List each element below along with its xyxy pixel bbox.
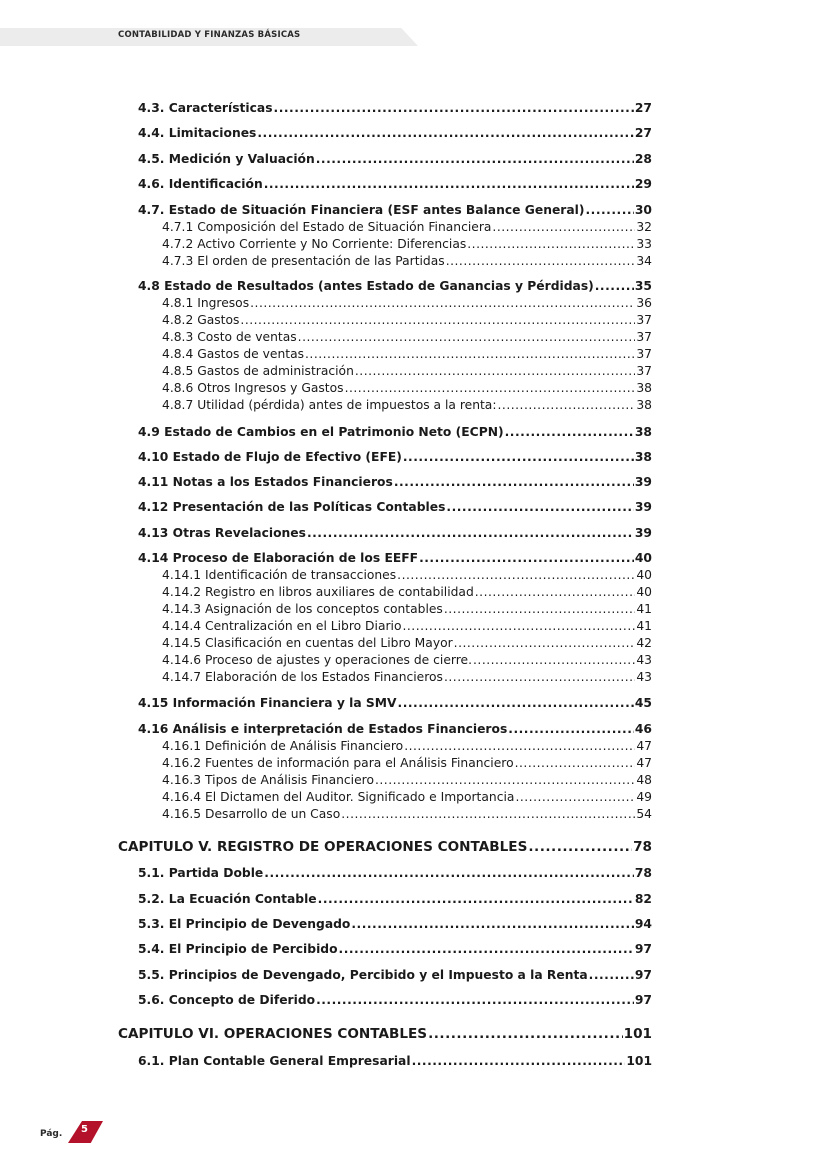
- toc-entry-title: 4.8.5 Gastos de administración: [162, 364, 354, 378]
- toc-entry-title: 4.6. Identificación: [138, 177, 263, 191]
- toc-leader-dots: [505, 425, 634, 439]
- toc-entry-title: 4.8.7 Utilidad (pérdida) antes de impuestos a la renta:: [162, 398, 497, 412]
- toc-leader-dots: [444, 602, 636, 616]
- toc-entry-title: 4.14.1 Identificación de transacciones: [162, 568, 397, 582]
- toc-entry-page: 37: [636, 313, 652, 327]
- toc-leader-dots: [339, 942, 634, 956]
- toc-entry-title: 5.2. La Ecuación Contable: [138, 892, 317, 906]
- toc-entry[interactable]: [162, 568, 652, 582]
- toc-entry-title: 4.14.4 Centralización en el Libro Diario: [162, 619, 402, 633]
- toc-entry-page: 28: [634, 152, 652, 166]
- toc-leader-dots: [454, 636, 636, 650]
- toc-entry-title: 5.5. Principios de Devengado, Percibido y el Impuesto a la Renta: [138, 968, 588, 982]
- toc-entry-page: 38: [634, 450, 652, 464]
- toc-entry-title: 5.6. Concepto de Diferido: [138, 993, 316, 1007]
- toc-entry-page: 49: [636, 790, 652, 804]
- toc-entry[interactable]: [138, 993, 652, 1007]
- toc-entry[interactable]: [138, 279, 652, 293]
- toc-leader-dots: [595, 279, 634, 293]
- toc-leader-dots: [467, 237, 635, 251]
- toc-entry-page: 54: [636, 807, 652, 821]
- toc-entry-page: 82: [634, 892, 652, 906]
- toc-entry[interactable]: [138, 968, 652, 982]
- toc-entry-page: 38: [634, 425, 652, 439]
- toc-entry-page: 47: [636, 756, 652, 770]
- toc-entry[interactable]: [162, 790, 652, 804]
- toc-entry[interactable]: [138, 696, 652, 710]
- toc-entry[interactable]: [162, 313, 652, 327]
- toc-leader-dots: [355, 364, 635, 378]
- toc-entry-page: 40: [636, 585, 652, 599]
- toc-entry-page: 41: [636, 602, 652, 616]
- toc-entry[interactable]: [162, 653, 652, 667]
- toc-entry[interactable]: [162, 756, 652, 770]
- toc-leader-dots: [316, 152, 634, 166]
- toc-entry-page: 101: [626, 1054, 652, 1068]
- toc-entry[interactable]: [138, 450, 652, 464]
- toc-entry[interactable]: [138, 203, 652, 217]
- toc-leader-dots: [515, 756, 636, 770]
- toc-entry-page: 48: [636, 773, 652, 787]
- toc-entry[interactable]: [138, 551, 652, 565]
- toc-entry-title: 4.8.6 Otros Ingresos y Gastos: [162, 381, 344, 395]
- toc-entry-title: 4.8.1 Ingresos: [162, 296, 250, 310]
- running-header: CONTABILIDAD Y FINANZAS BÁSICAS: [118, 30, 301, 40]
- toc-entry[interactable]: [118, 839, 652, 855]
- toc-leader-dots: [305, 347, 635, 361]
- toc-entry-title: 4.4. Limitaciones: [138, 126, 257, 140]
- toc-entry-title: 4.16.3 Tipos de Análisis Financiero: [162, 773, 374, 787]
- toc-entry-title: 4.16 Análisis e interpretación de Estados Financieros: [138, 722, 508, 736]
- toc-entry[interactable]: [162, 739, 652, 753]
- toc-entry-page: 38: [636, 398, 652, 412]
- toc-entry[interactable]: [162, 670, 652, 684]
- toc-entry[interactable]: [162, 296, 652, 310]
- toc-leader-dots: [345, 381, 636, 395]
- toc-leader-dots: [341, 807, 635, 821]
- toc-entry-title: 5.3. El Principio de Devengado: [138, 917, 351, 931]
- toc-leader-dots: [316, 993, 634, 1007]
- toc-entry-title: 4.8.2 Gastos: [162, 313, 240, 327]
- toc-leader-dots: [318, 892, 634, 906]
- toc-entry-page: 40: [636, 568, 652, 582]
- toc-entry[interactable]: [138, 866, 652, 880]
- toc-leader-dots: [515, 790, 635, 804]
- toc-entry-title: CAPITULO VI. OPERACIONES CONTABLES: [118, 1026, 428, 1042]
- toc-entry[interactable]: [162, 237, 652, 251]
- toc-entry-page: 78: [634, 866, 652, 880]
- toc-entry[interactable]: [162, 636, 652, 650]
- toc-entry[interactable]: [162, 347, 652, 361]
- toc-entry[interactable]: [138, 892, 652, 906]
- toc-entry-page: 39: [634, 475, 652, 489]
- toc-leader-dots: [240, 313, 635, 327]
- toc-entry[interactable]: [138, 526, 652, 540]
- toc-entry-title: 4.14.7 Elaboración de los Estados Financieros: [162, 670, 443, 684]
- toc-entry-page: 43: [636, 653, 652, 667]
- toc-entry-title: 4.7. Estado de Situación Financiera (ESF antes Balance General): [138, 203, 585, 217]
- toc-leader-dots: [250, 296, 635, 310]
- toc-entry-page: 39: [634, 526, 652, 540]
- toc-entry-title: 4.8.4 Gastos de ventas: [162, 347, 305, 361]
- toc-entry-title: 6.1. Plan Contable General Empresarial: [138, 1054, 411, 1068]
- toc-entry[interactable]: [162, 807, 652, 821]
- toc-entry-title: 4.16.5 Desarrollo de un Caso: [162, 807, 341, 821]
- toc-entry[interactable]: [162, 773, 652, 787]
- toc-leader-dots: [394, 475, 634, 489]
- toc-leader-dots: [419, 551, 634, 565]
- toc-entry-page: 27: [634, 101, 652, 115]
- toc-entry-page: 32: [636, 220, 652, 234]
- toc-entry-title: 4.7.1 Composición del Estado de Situación Financiera: [162, 220, 492, 234]
- toc-entry-page: 29: [634, 177, 652, 191]
- toc-entry-title: 4.16.2 Fuentes de información para el Análisis Financiero: [162, 756, 514, 770]
- toc-entry-page: 34: [636, 254, 652, 268]
- toc-leader-dots: [528, 839, 632, 855]
- page-label: Pág.: [40, 1129, 63, 1139]
- toc-leader-dots: [444, 670, 635, 684]
- toc-entry-page: 38: [636, 381, 652, 395]
- toc-entry[interactable]: [162, 220, 652, 234]
- toc-entry[interactable]: [138, 126, 652, 140]
- toc-entry-page: 94: [634, 917, 652, 931]
- toc-entry-page: 97: [634, 968, 652, 982]
- toc-entry[interactable]: [138, 425, 652, 439]
- toc-entry[interactable]: [138, 177, 652, 191]
- toc-entry-title: 4.7.2 Activo Corriente y No Corriente: Diferencias: [162, 237, 467, 251]
- toc-entry[interactable]: [118, 1026, 652, 1042]
- toc-entry-title: 4.7.3 El orden de presentación de las Partidas: [162, 254, 445, 268]
- toc-leader-dots: [257, 126, 634, 140]
- toc-entry-title: 4.5. Medición y Valuación: [138, 152, 315, 166]
- toc-entry[interactable]: [138, 500, 652, 514]
- toc-leader-dots: [473, 653, 635, 667]
- toc-leader-dots: [492, 220, 635, 234]
- toc-leader-dots: [446, 500, 633, 514]
- toc-entry-title: CAPITULO V. REGISTRO DE OPERACIONES CONTABLES: [118, 839, 528, 855]
- toc-leader-dots: [307, 526, 634, 540]
- toc-entry[interactable]: [138, 1054, 652, 1068]
- toc-leader-dots: [398, 696, 634, 710]
- toc-entry-title: 4.14 Proceso de Elaboración de los EEFF: [138, 551, 419, 565]
- toc-entry-page: 39: [634, 500, 652, 514]
- toc-entry-title: 4.14.5 Clasificación en cuentas del Libro Mayor: [162, 636, 453, 650]
- toc-entry-title: 4.10 Estado de Flujo de Efectivo (EFE): [138, 450, 402, 464]
- toc-leader-dots: [403, 450, 634, 464]
- toc-entry[interactable]: [162, 602, 652, 616]
- toc-leader-dots: [375, 773, 635, 787]
- toc-entry-page: 97: [634, 993, 652, 1007]
- toc-entry[interactable]: [162, 398, 652, 412]
- toc-entry-page: 35: [634, 279, 652, 293]
- toc-leader-dots: [397, 568, 635, 582]
- toc-entry-title: 4.11 Notas a los Estados Financieros: [138, 475, 393, 489]
- toc-leader-dots: [586, 203, 634, 217]
- toc-entry-title: 5.4. El Principio de Percibido: [138, 942, 338, 956]
- toc-entry-title: 4.3. Características: [138, 101, 273, 115]
- toc-entry-page: 42: [636, 636, 652, 650]
- page-number: 5: [81, 1124, 88, 1135]
- toc-entry-page: 46: [634, 722, 652, 736]
- toc-entry-title: 4.12 Presentación de las Políticas Contables: [138, 500, 446, 514]
- toc-entry[interactable]: [162, 619, 652, 633]
- toc-leader-dots: [508, 722, 634, 736]
- toc-leader-dots: [274, 101, 634, 115]
- toc-entry-title: 4.8.3 Costo de ventas: [162, 330, 297, 344]
- toc-leader-dots: [351, 917, 634, 931]
- toc-leader-dots: [298, 330, 636, 344]
- toc-entry-page: 27: [634, 126, 652, 140]
- toc-entry-title: 5.1. Partida Doble: [138, 866, 264, 880]
- toc-entry[interactable]: [162, 330, 652, 344]
- toc-entry-page: 78: [633, 839, 652, 855]
- toc-entry-page: 30: [634, 203, 652, 217]
- toc-entry-title: 4.16.4 El Dictamen del Auditor. Significado e Importancia: [162, 790, 515, 804]
- toc-leader-dots: [402, 619, 635, 633]
- toc-entry[interactable]: [162, 364, 652, 378]
- toc-leader-dots: [412, 1054, 626, 1068]
- toc-entry-title: 4.9 Estado de Cambios en el Patrimonio Neto (ECPN): [138, 425, 504, 439]
- toc-entry[interactable]: [138, 101, 652, 115]
- toc-entry[interactable]: [138, 942, 652, 956]
- toc-entry[interactable]: [138, 722, 652, 736]
- toc-entry[interactable]: [138, 152, 652, 166]
- toc-entry-page: 47: [636, 739, 652, 753]
- toc-entry[interactable]: [138, 917, 652, 931]
- toc-entry[interactable]: [162, 585, 652, 599]
- toc-entry-title: 4.14.6 Proceso de ajustes y operaciones de cierre.: [162, 653, 472, 667]
- toc-entry[interactable]: [138, 475, 652, 489]
- toc-entry-page: 45: [634, 696, 652, 710]
- toc-entry-page: 43: [636, 670, 652, 684]
- toc-entry-title: 4.13 Otras Revelaciones: [138, 526, 306, 540]
- toc-leader-dots: [264, 177, 634, 191]
- toc-leader-dots: [446, 254, 636, 268]
- toc-entry-page: 37: [636, 364, 652, 378]
- toc-leader-dots: [264, 866, 634, 880]
- toc-entry-page: 36: [636, 296, 652, 310]
- toc-entry-title: 4.16.1 Definición de Análisis Financiero: [162, 739, 404, 753]
- toc-leader-dots: [498, 398, 636, 412]
- toc-entry-page: 101: [623, 1026, 652, 1042]
- toc-entry[interactable]: [162, 254, 652, 268]
- toc-entry[interactable]: [162, 381, 652, 395]
- toc-entry-page: 97: [634, 942, 652, 956]
- toc-entry-page: 37: [636, 330, 652, 344]
- toc-leader-dots: [428, 1026, 623, 1042]
- toc-leader-dots: [475, 585, 636, 599]
- toc-leader-dots: [404, 739, 635, 753]
- toc-entry-title: 4.15 Información Financiera y la SMV: [138, 696, 397, 710]
- toc-entry-title: 4.8 Estado de Resultados (antes Estado de Ganancias y Pérdidas): [138, 279, 594, 293]
- toc-entry-title: 4.14.2 Registro en libros auxiliares de contabilidad: [162, 585, 474, 599]
- toc-entry-page: 33: [636, 237, 652, 251]
- toc-entry-page: 41: [636, 619, 652, 633]
- toc-leader-dots: [589, 968, 634, 982]
- toc-entry-page: 40: [634, 551, 652, 565]
- toc-entry-page: 37: [636, 347, 652, 361]
- toc-entry-title: 4.14.3 Asignación de los conceptos contables: [162, 602, 443, 616]
